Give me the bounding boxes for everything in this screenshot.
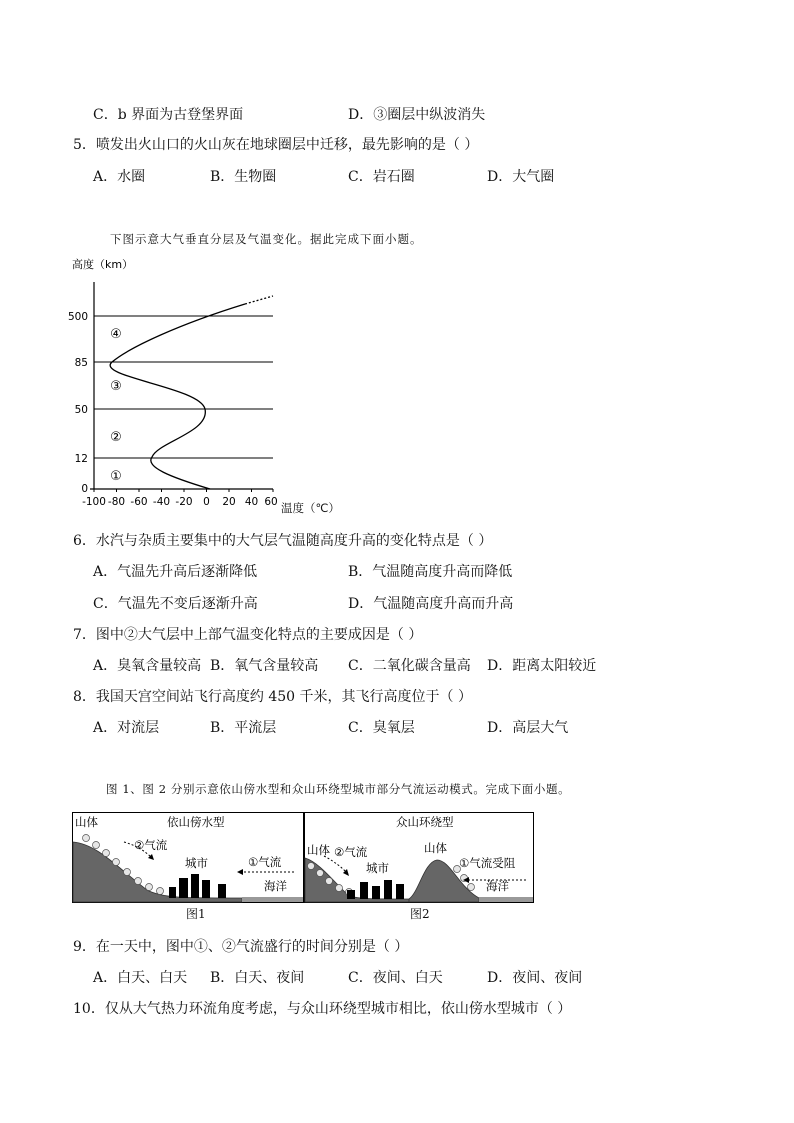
x-tick-label: -60 bbox=[130, 496, 148, 508]
tree bbox=[326, 878, 333, 885]
temperature-curve-extrapolated bbox=[245, 296, 273, 304]
tree bbox=[468, 884, 475, 891]
q6-option-a: A．气温先升高后逐渐降低 bbox=[93, 564, 258, 580]
building bbox=[396, 884, 404, 899]
tree bbox=[103, 850, 110, 857]
figure-2-left-mountain-label: 山体 bbox=[307, 843, 330, 857]
x-tick-label: -40 bbox=[152, 496, 171, 508]
x-tick-label: 20 bbox=[222, 496, 236, 508]
x-ticks bbox=[82, 489, 278, 508]
q6-option-b: B．气温随高度升高而降低 bbox=[348, 564, 513, 580]
x-tick-label: 40 bbox=[244, 496, 259, 508]
figure-2-city-label: 城市 bbox=[366, 861, 389, 875]
building bbox=[347, 890, 355, 899]
x-tick-label: 60 bbox=[264, 496, 278, 508]
y-tick-50: 50 bbox=[74, 404, 88, 416]
building bbox=[202, 880, 210, 898]
temperature-curve bbox=[110, 304, 245, 489]
figure-2-caption: 图2 bbox=[410, 907, 430, 921]
y-tick-85: 85 bbox=[74, 357, 88, 369]
figure-2-ocean-label: 海洋 bbox=[486, 879, 509, 893]
tree bbox=[93, 842, 100, 849]
q4-option-d: D．③圈层中纵波消失 bbox=[348, 107, 486, 123]
q9-stem: 9．在一天中，图中①、②气流盛行的时间分别是（ ） bbox=[73, 939, 409, 955]
q8-option-d: D．高层大气 bbox=[487, 720, 569, 736]
tree bbox=[308, 863, 315, 870]
figure-2-title: 众山环绕型 bbox=[396, 815, 454, 829]
x-tick-label: -80 bbox=[107, 496, 126, 508]
figure-1-title: 依山傍水型 bbox=[167, 815, 225, 829]
q7-option-d: D．距离太阳较近 bbox=[487, 658, 597, 674]
figure-1-mountain-label: 山体 bbox=[75, 815, 98, 829]
building bbox=[191, 874, 199, 898]
q6-option-d: D．气温随高度升高而升高 bbox=[348, 596, 514, 612]
y-tick-500: 500 bbox=[67, 311, 88, 323]
figure-1-flow1-label: ①气流 bbox=[248, 855, 282, 869]
q7-option-a: A．臭氧含量较高 bbox=[93, 658, 202, 674]
q8-stem: 8．我国天宫空间站飞行高度约 450 千米，其飞行高度位于（ ） bbox=[73, 689, 472, 705]
figure-2-flow1-label: ①气流受阻 bbox=[459, 856, 516, 870]
tree bbox=[317, 870, 324, 877]
x-tick-label: -20 bbox=[175, 496, 193, 508]
figure-2-right-mountain-label: 山体 bbox=[424, 841, 447, 855]
q5-stem: 5．喷发出火山口的火山灰在地球圈层中迁移，最先影响的是（ ） bbox=[73, 137, 479, 153]
q5-option-c: C．岩石圈 bbox=[348, 169, 415, 185]
tree bbox=[157, 888, 164, 895]
building bbox=[179, 878, 188, 898]
chart-xlabel: 温度（℃） bbox=[281, 501, 340, 515]
figure-1 bbox=[72, 812, 304, 904]
q4-option-c: C．b 界面为古登堡界面 bbox=[93, 107, 244, 123]
x-tick-label: -100 bbox=[82, 496, 106, 508]
y-tick-0: 0 bbox=[81, 483, 88, 495]
q9-option-d: D．夜间、夜间 bbox=[487, 970, 583, 986]
figure-1-flow2-label: ②气流 bbox=[134, 838, 168, 852]
q7-option-b: B．氧气含量较高 bbox=[210, 658, 319, 674]
q9-option-a: A．白天、白天 bbox=[93, 970, 188, 986]
q5-option-b: B．生物圈 bbox=[210, 169, 277, 185]
intro-atmosphere: 下图示意大气垂直分层及气温变化。据此完成下面小题。 bbox=[110, 232, 423, 246]
q6-stem: 6．水汽与杂质主要集中的大气层气温随高度升高的变化特点是（ ） bbox=[73, 533, 493, 549]
q8-option-a: A．对流层 bbox=[93, 720, 160, 736]
chart-ylabel bbox=[72, 257, 133, 271]
tree bbox=[336, 885, 343, 892]
q7-option-c: C．二氧化碳含量高 bbox=[348, 658, 471, 674]
tree bbox=[124, 869, 131, 876]
q9-option-b: B．白天、夜间 bbox=[210, 970, 305, 986]
figure-1-city-label: 城市 bbox=[185, 856, 208, 870]
tree bbox=[146, 884, 153, 891]
layer-label-4: ④ bbox=[110, 327, 122, 342]
q8-option-b: B．平流层 bbox=[210, 720, 277, 736]
intro-airflow: 图 1、图 2 分别示意依山傍水型和众山环绕型城市部分气流运动模式。完成下面小题。 bbox=[106, 782, 571, 796]
building bbox=[384, 880, 392, 899]
figure-2-sea bbox=[479, 897, 533, 902]
figure-2 bbox=[304, 812, 535, 904]
tree bbox=[135, 878, 142, 885]
q7-stem: 7．图中②大气层中上部气温变化特点的主要成因是（ ） bbox=[73, 627, 423, 643]
figure-2-flow2-label: ②气流 bbox=[334, 845, 368, 859]
building bbox=[372, 886, 380, 899]
q5-option-d: D．大气圈 bbox=[487, 169, 555, 185]
q9-option-c: C．夜间、白天 bbox=[348, 970, 443, 986]
figure-1-ocean-label: 海洋 bbox=[264, 879, 287, 893]
q10-stem: 10．仅从大气热力环流角度考虑，与众山环绕型城市相比，依山傍水型城市（ ） bbox=[73, 1001, 572, 1017]
tree bbox=[83, 835, 90, 842]
q5-option-a: A．水圈 bbox=[93, 169, 146, 185]
q6-option-c: C．气温先不变后逐渐升高 bbox=[93, 596, 258, 612]
x-tick-label: 0 bbox=[203, 496, 210, 508]
building bbox=[218, 884, 226, 898]
tree bbox=[113, 859, 120, 866]
svg-text:高度（km）: 高度（km） bbox=[72, 258, 134, 271]
figure-1-sea bbox=[242, 897, 303, 902]
building bbox=[360, 882, 368, 899]
building bbox=[169, 887, 176, 898]
layer-label-2: ② bbox=[110, 430, 122, 445]
q8-option-c: C．臭氧层 bbox=[348, 720, 415, 736]
figure-1-caption: 图1 bbox=[186, 907, 206, 921]
atmosphere-chart bbox=[60, 252, 300, 517]
layer-label-3: ③ bbox=[110, 379, 122, 394]
y-tick-12: 12 bbox=[74, 453, 88, 465]
layer-label-1: ① bbox=[110, 469, 122, 484]
